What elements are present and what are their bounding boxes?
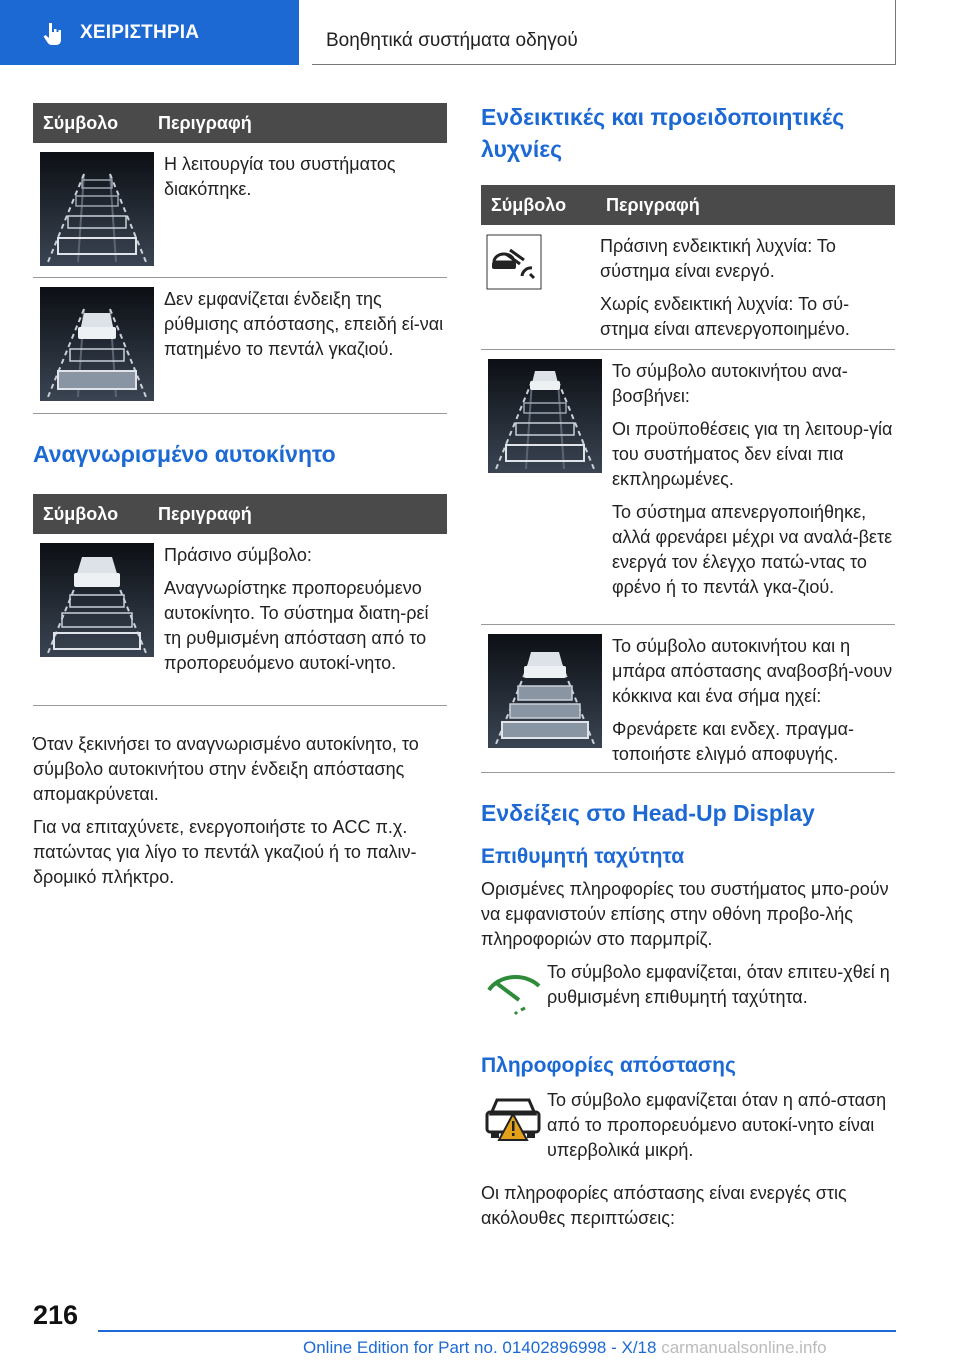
section-tab[interactable]	[0, 0, 299, 65]
table-header	[33, 494, 447, 534]
table-header	[481, 185, 895, 225]
speed-symbol-row	[481, 960, 895, 1024]
symbol-description: Το σύμβολο εμφανίζεται, όταν επιτευ-χθεί η ρυθμισμένη επιθυμητή ταχύτητα.	[547, 962, 890, 1007]
description-text: Πράσινο σύμβολο:	[164, 545, 312, 565]
row-description	[602, 359, 895, 624]
body-paragraph: Για να επιταχύνετε, ενεργοποιήστε το ACC π.χ. πατώντας για λίγο το πεντάλ γκαζιού ή το παλιν-δρομικό πλήκτρο.	[33, 817, 417, 887]
watermark-text: carmanualsonline.info	[661, 1338, 827, 1357]
row-description	[154, 287, 447, 413]
right-column	[481, 103, 895, 1239]
description-text: Το σύστημα απενεργοποιήθηκε, αλλά φρενάρει μέχρι να αναλά-βετε ενεργά τον έλεγχο πατώ-ντας το φρένο ή το πεντάλ γκα-ζιού.	[612, 502, 893, 597]
left-column	[33, 103, 447, 898]
blinking-car-icon	[488, 359, 602, 473]
description-text: Φρενάρετε και ενδεχ. πραγμα-τοποιήστε ελιγμό αποφυγής.	[612, 719, 854, 764]
collision-warning-icon	[488, 634, 602, 748]
col-description-header: Περιγραφή	[158, 112, 252, 133]
description-text: Δεν εμφανίζεται ένδειξη της ρύθμισης απόστασης, επειδή εί-ναι πατημένο το πεντάλ γκαζιού.	[164, 289, 444, 359]
heading-indicator-lamps: Ενδεικτικές και προειδοποιητικές λυχνίες	[481, 104, 845, 162]
desired-speed-icon	[481, 960, 545, 1024]
col-symbol-header: Σύμβολο	[43, 112, 119, 133]
car-distance-icon	[40, 287, 154, 401]
symbol-description: Το σύμβολο εμφανίζεται όταν η από-σταση από το προπορευόμενο αυτοκί-νητο είναι υπερβολικά μικρή.	[547, 1090, 887, 1160]
detected-car-icon	[40, 543, 154, 657]
page-section-title: Βοηθητικά συστήματα οδηγού	[312, 0, 896, 65]
table-header	[33, 103, 447, 143]
heading-head-up-display: Ενδείξεις στο Head-Up Display	[481, 800, 815, 826]
section-tab-label: ΧΕΙΡΙΣΤΗΡΙΑ	[80, 21, 200, 43]
heading-detected-vehicle: Αναγνωρισμένο αυτοκίνητο	[33, 441, 336, 467]
row-description	[602, 634, 895, 772]
distance-warning-icon	[481, 1088, 545, 1152]
table-row	[33, 278, 447, 414]
col-description-header: Περιγραφή	[606, 194, 700, 215]
table-row	[481, 350, 895, 625]
distance-symbol-row	[481, 1088, 895, 1163]
footer-divider	[98, 1330, 896, 1332]
description-text: Χωρίς ενδεικτική λυχνία: Το σύ-στημα είναι απενεργοποιημένο.	[600, 294, 850, 339]
body-paragraph: Όταν ξεκινήσει το αναγνωρισμένο αυτοκίνητο, το σύμβολο αυτοκινήτου στην ένδειξη απόστασης απομακρύνεται.	[33, 734, 419, 804]
acc-indicator-icon	[486, 234, 542, 290]
hand-pointer-icon	[40, 20, 66, 46]
row-description	[154, 543, 447, 705]
description-text: Αναγνωρίστηκε προπορευόμενο αυτοκίνητο. Το σύστημα διατη-ρεί τη ρυθμισμένη απόσταση από το προπορευόμενο αυτοκί-νητο.	[164, 578, 429, 673]
edition-text: Online Edition for Part no. 01402896998 - X/18	[303, 1338, 657, 1357]
body-paragraph: Ορισμένες πληροφορίες του συστήματος μπο-ρούν να εμφανιστούν επίσης στην οθόνη προβο-λής πληροφοριών στο παρμπρίζ.	[481, 879, 889, 949]
footer-edition	[303, 1338, 827, 1358]
page-number: 216	[33, 1300, 79, 1330]
description-text: Πράσινη ενδεικτική λυχνία: Το σύστημα είναι ενεργό.	[600, 236, 836, 281]
description-text: Το σύμβολο αυτοκινήτου ανα-βοσβήνει:	[612, 361, 848, 406]
table-row	[33, 534, 447, 706]
col-symbol-header: Σύμβολο	[43, 503, 119, 524]
col-description-header: Περιγραφή	[158, 503, 252, 524]
row-description	[154, 152, 447, 277]
subheading-desired-speed: Επιθυμητή ταχύτητα	[481, 845, 685, 868]
body-paragraph: Οι πληροφορίες απόστασης είναι ενεργές στις ακόλουθες περιπτώσεις:	[481, 1183, 847, 1228]
table-row	[481, 625, 895, 773]
row-description	[600, 234, 895, 349]
description-text: Το σύμβολο αυτοκινήτου και η μπάρα απόστασης αναβοσβή-νουν κόκκινα και ένα σήμα ηχεί:	[612, 636, 893, 706]
table-row	[481, 225, 895, 350]
table-row	[33, 143, 447, 278]
description-text: Οι προϋποθέσεις για τη λειτουρ-γία του συστήματος δεν είναι πια εκπληρωμένες.	[612, 419, 893, 489]
distance-bars-icon	[40, 152, 154, 266]
col-symbol-header: Σύμβολο	[491, 194, 567, 215]
subheading-distance-info: Πληροφορίες απόστασης	[481, 1054, 736, 1077]
description-text: Η λειτουργία του συστήματος διακόπηκε.	[164, 154, 396, 199]
